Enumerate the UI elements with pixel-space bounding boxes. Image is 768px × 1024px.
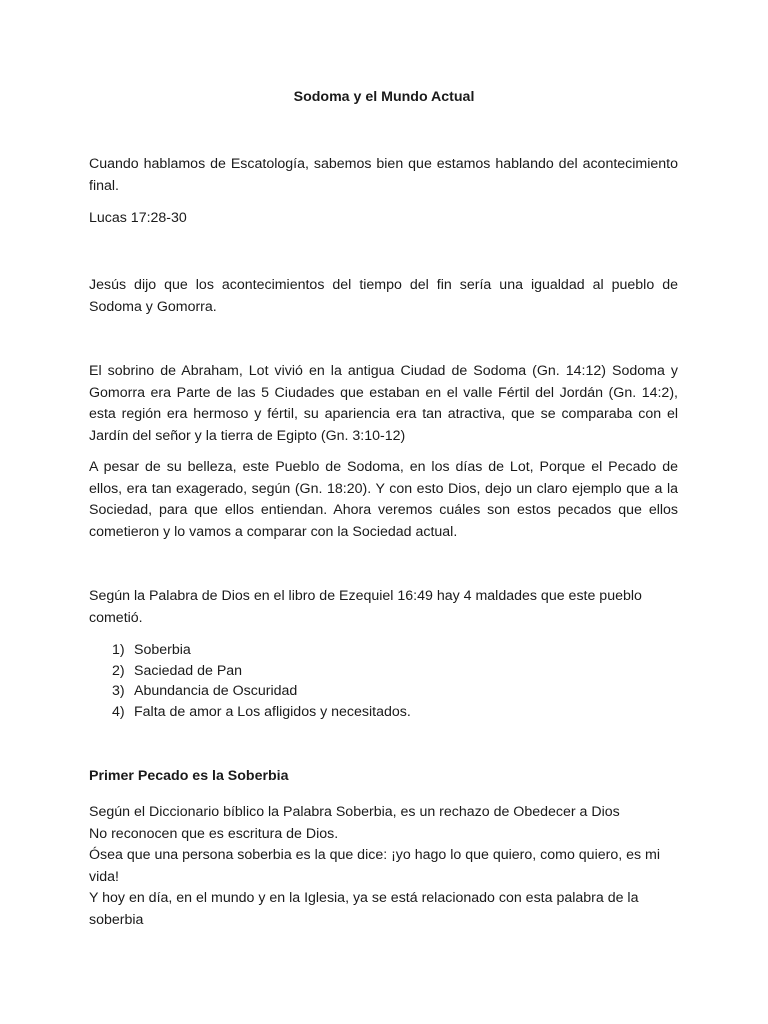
page-title: Sodoma y el Mundo Actual [293, 89, 475, 105]
paragraph-soberbia-definition [89, 802, 678, 931]
list-item-text: Saciedad de Pan [134, 662, 243, 679]
paragraph-jesus-dijo: Jesús dijo que los acontecimientos del tiempo del fin sería una igualdad al pueblo de Sodoma y Gomorra. [89, 277, 678, 315]
list-item [112, 702, 411, 723]
text-line: Ósea que una persona soberbia es la que dice: ¡yo hago lo que quiero, como quiero, es mi vida! [89, 847, 661, 885]
text-line: No reconocen que es escritura de Dios. [89, 825, 339, 842]
list-item-text: Abundancia de Oscuridad [134, 683, 298, 699]
list-item [112, 640, 411, 661]
list-item-text: Soberbia [134, 642, 191, 658]
paragraph-sobrino-abraham: El sobrino de Abraham, Lot vivió en la antigua Ciudad de Sodoma (Gn. 14:12) Sodoma y Gomorra era Parte de las 5 Ciudades que estaban en el valle Fértil del Jordán (Gn. 14:2), esta región era hermoso y fértil, su apariencia era tan atractiva, que se comparaba con el Jardín del señor y la tierra de Egipto (Gn. 3:10-12) [89, 363, 678, 444]
text-line: Y hoy en día, en el mundo y en la Iglesia, ya se está relacionado con esta palabra de la soberbia [89, 890, 639, 928]
list-item-number: 3) [112, 683, 125, 699]
paragraph-a-pesar: A pesar de su belleza, este Pueblo de Sodoma, en los días de Lot, Porque el Pecado de ellos, era tan exagerado, según (Gn. 18:20). Y con esto Dios, dejo un claro ejemplo que a la Sociedad, para que ellos entiendan. Ahora veremos cuáles son estos pecados que ellos cometieron y lo vamos a comparar con la Sociedad actual. [89, 459, 678, 540]
paragraph-ezequiel: Según la Palabra de Dios en el libro de Ezequiel 16:49 hay 4 maldades que este pueblo cometió. [89, 588, 642, 626]
list-item-number: 2) [112, 662, 125, 679]
text-line: Según el Diccionario bíblico la Palabra Soberbia, es un rechazo de Obedecer a Dios [89, 804, 620, 820]
list-item-number: 1) [112, 642, 125, 658]
list-item [112, 681, 411, 702]
paragraph-lucas-reference: Lucas 17:28-30 [89, 210, 187, 226]
sins-list [112, 640, 411, 722]
list-item-number: 4) [112, 703, 125, 720]
list-item [112, 661, 411, 682]
list-item-text: Falta de amor a Los afligidos y necesitados. [134, 703, 411, 720]
section-heading-soberbia: Primer Pecado es la Soberbia [89, 768, 289, 784]
paragraph-escatologia: Cuando hablamos de Escatología, sabemos bien que estamos hablando del acontecimiento final. [89, 156, 678, 194]
